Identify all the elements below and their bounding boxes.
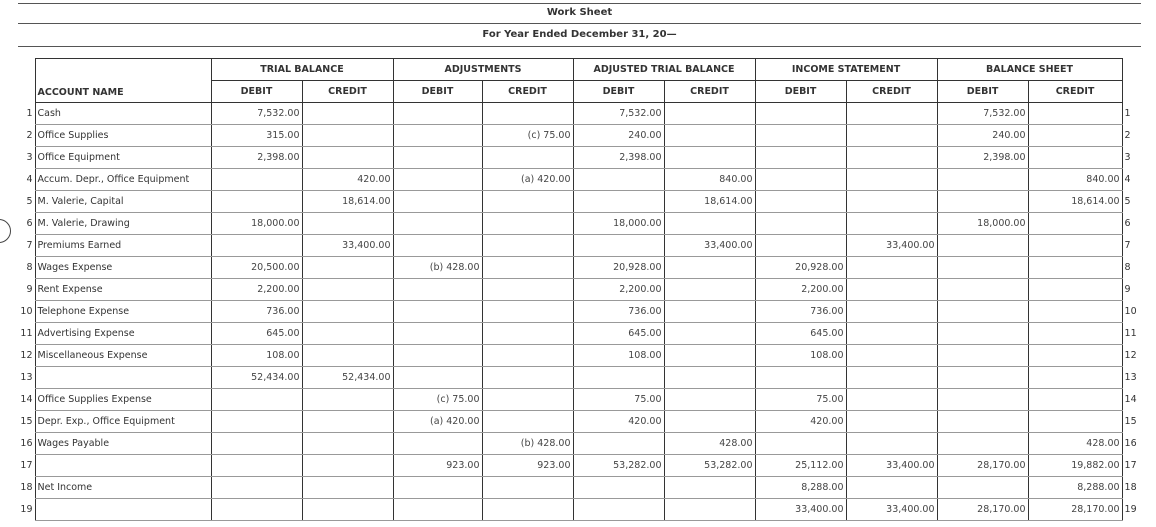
table-row bbox=[18, 125, 1156, 147]
row-number-right: 11 bbox=[1124, 328, 1137, 339]
amount-cell-bs-cr[interactable]: 19,882.00 bbox=[1028, 455, 1122, 477]
row-number: 3 bbox=[26, 152, 33, 163]
row-number: 5 bbox=[26, 196, 33, 207]
amount-cell-tb-dr[interactable]: 315.00 bbox=[211, 125, 302, 147]
account-name-cell[interactable]: Office Supplies Expense bbox=[35, 389, 211, 411]
amount-cell-atb-dr[interactable] bbox=[573, 235, 664, 257]
row-number-right: 15 bbox=[1124, 416, 1137, 427]
amount-cell-adj-dr[interactable] bbox=[393, 367, 482, 389]
table-row bbox=[18, 257, 1156, 279]
row-number-right: 7 bbox=[1124, 240, 1131, 251]
amount-cell-bs-dr[interactable] bbox=[937, 169, 1028, 191]
account-name-cell[interactable]: M. Valerie, Capital bbox=[35, 191, 211, 213]
amount-cell-adj-dr[interactable] bbox=[393, 323, 482, 345]
row-number-right: 8 bbox=[1124, 262, 1131, 273]
amount-cell-tb-cr[interactable] bbox=[302, 213, 393, 235]
amount-cell-adj-dr[interactable]: (a) 420.00 bbox=[393, 411, 482, 433]
amount-cell-atb-cr[interactable] bbox=[664, 279, 755, 301]
amount-cell-adj-cr[interactable] bbox=[482, 389, 573, 411]
amount-cell-atb-dr[interactable]: 75.00 bbox=[573, 389, 664, 411]
account-name-header: ACCOUNT NAME bbox=[35, 59, 211, 103]
account-name-cell[interactable]: Miscellaneous Expense bbox=[35, 345, 211, 367]
amount-cell-bs-dr[interactable]: 28,170.00 bbox=[937, 455, 1028, 477]
amount-cell-atb-cr[interactable] bbox=[664, 147, 755, 169]
amount-cell-adj-dr[interactable] bbox=[393, 433, 482, 455]
amount-cell-adj-cr[interactable] bbox=[482, 323, 573, 345]
amount-cell-is-cr[interactable] bbox=[846, 191, 937, 213]
amount-cell-adj-cr[interactable]: 923.00 bbox=[482, 455, 573, 477]
amount-cell-tb-cr[interactable] bbox=[302, 433, 393, 455]
amount-cell-bs-cr[interactable] bbox=[1028, 125, 1122, 147]
table-row bbox=[18, 103, 1156, 125]
amount-cell-atb-cr[interactable] bbox=[664, 345, 755, 367]
row-number: 8 bbox=[26, 262, 33, 273]
amount-cell-is-cr[interactable]: 33,400.00 bbox=[846, 499, 937, 521]
amount-cell-tb-cr[interactable] bbox=[302, 389, 393, 411]
amount-cell-atb-cr[interactable] bbox=[664, 213, 755, 235]
amount-cell-tb-dr[interactable] bbox=[211, 477, 302, 499]
amount-cell-atb-dr[interactable]: 2,398.00 bbox=[573, 147, 664, 169]
amount-cell-adj-cr[interactable]: (c) 75.00 bbox=[482, 125, 573, 147]
amount-cell-atb-dr[interactable]: 645.00 bbox=[573, 323, 664, 345]
amount-cell-atb-cr[interactable] bbox=[664, 499, 755, 521]
row-number: 17 bbox=[20, 460, 33, 471]
amount-cell-bs-dr[interactable] bbox=[937, 235, 1028, 257]
amount-cell-atb-cr[interactable] bbox=[664, 103, 755, 125]
row-number: 15 bbox=[20, 416, 33, 427]
amount-cell-adj-dr[interactable] bbox=[393, 103, 482, 125]
amount-cell-bs-cr[interactable]: 18,614.00 bbox=[1028, 191, 1122, 213]
account-name-cell[interactable] bbox=[35, 367, 211, 389]
row-number: 16 bbox=[20, 438, 33, 449]
table-row bbox=[18, 147, 1156, 169]
worksheet-table bbox=[18, 58, 1156, 521]
amount-cell-atb-dr[interactable]: 2,200.00 bbox=[573, 279, 664, 301]
account-name-cell[interactable] bbox=[35, 499, 211, 521]
amount-cell-bs-cr[interactable]: 840.00 bbox=[1028, 169, 1122, 191]
amount-cell-is-dr[interactable]: 2,200.00 bbox=[755, 279, 846, 301]
amount-cell-bs-cr[interactable] bbox=[1028, 345, 1122, 367]
amount-cell-is-dr[interactable] bbox=[755, 169, 846, 191]
table-row bbox=[18, 191, 1156, 213]
amount-cell-tb-cr[interactable] bbox=[302, 147, 393, 169]
amount-cell-is-dr[interactable]: 75.00 bbox=[755, 389, 846, 411]
amount-cell-adj-cr[interactable] bbox=[482, 367, 573, 389]
amount-cell-tb-cr[interactable] bbox=[302, 323, 393, 345]
amount-cell-adj-cr[interactable] bbox=[482, 103, 573, 125]
amount-cell-atb-cr[interactable]: 428.00 bbox=[664, 433, 755, 455]
adj-credit-header: CREDIT bbox=[482, 81, 573, 103]
amount-cell-adj-dr[interactable] bbox=[393, 147, 482, 169]
amount-cell-atb-cr[interactable] bbox=[664, 323, 755, 345]
row-number-right: 6 bbox=[1124, 218, 1131, 229]
table-row bbox=[18, 477, 1156, 499]
bs-credit-header: CREDIT bbox=[1028, 81, 1122, 103]
amount-cell-atb-dr[interactable]: 108.00 bbox=[573, 345, 664, 367]
amount-cell-is-dr[interactable]: 20,928.00 bbox=[755, 257, 846, 279]
amount-cell-adj-cr[interactable] bbox=[482, 345, 573, 367]
amount-cell-adj-dr[interactable] bbox=[393, 213, 482, 235]
amount-cell-adj-dr[interactable] bbox=[393, 499, 482, 521]
amount-cell-tb-cr[interactable]: 33,400.00 bbox=[302, 235, 393, 257]
amount-cell-atb-dr[interactable] bbox=[573, 433, 664, 455]
amount-cell-atb-dr[interactable] bbox=[573, 477, 664, 499]
amount-cell-adj-cr[interactable] bbox=[482, 191, 573, 213]
amount-cell-is-dr[interactable] bbox=[755, 433, 846, 455]
amount-cell-adj-dr[interactable] bbox=[393, 169, 482, 191]
trial-balance-header: TRIAL BALANCE bbox=[211, 59, 393, 81]
amount-cell-is-cr[interactable] bbox=[846, 257, 937, 279]
row-number-right: 19 bbox=[1124, 504, 1137, 515]
account-name-cell[interactable]: Office Supplies bbox=[35, 125, 211, 147]
row-number-header bbox=[18, 59, 35, 81]
worksheet-period: For Year Ended December 31, 20— bbox=[482, 29, 677, 40]
amount-cell-adj-dr[interactable] bbox=[393, 345, 482, 367]
amount-cell-bs-dr[interactable] bbox=[937, 345, 1028, 367]
amount-cell-tb-dr[interactable]: 2,200.00 bbox=[211, 279, 302, 301]
amount-cell-atb-dr[interactable]: 7,532.00 bbox=[573, 103, 664, 125]
amount-cell-tb-dr[interactable]: 7,532.00 bbox=[211, 103, 302, 125]
row-number-right: 4 bbox=[1124, 174, 1131, 185]
amount-cell-is-cr[interactable] bbox=[846, 125, 937, 147]
adj-debit-header: DEBIT bbox=[393, 81, 482, 103]
atb-credit-header: CREDIT bbox=[664, 81, 755, 103]
worksheet-body bbox=[18, 103, 1156, 521]
amount-cell-is-dr[interactable]: 8,288.00 bbox=[755, 477, 846, 499]
account-name-cell[interactable]: Depr. Exp., Office Equipment bbox=[35, 411, 211, 433]
amount-cell-adj-cr[interactable] bbox=[482, 477, 573, 499]
amount-cell-atb-dr[interactable] bbox=[573, 499, 664, 521]
amount-cell-is-cr[interactable]: 33,400.00 bbox=[846, 455, 937, 477]
table-row bbox=[18, 323, 1156, 345]
table-row bbox=[18, 301, 1156, 323]
amount-cell-adj-dr[interactable] bbox=[393, 191, 482, 213]
amount-cell-bs-cr[interactable]: 8,288.00 bbox=[1028, 477, 1122, 499]
table-row bbox=[18, 455, 1156, 477]
table-row bbox=[18, 389, 1156, 411]
amount-cell-is-dr[interactable]: 736.00 bbox=[755, 301, 846, 323]
amount-cell-adj-dr[interactable]: (c) 75.00 bbox=[393, 389, 482, 411]
table-row bbox=[18, 345, 1156, 367]
atb-debit-header: DEBIT bbox=[573, 81, 664, 103]
amount-cell-atb-cr[interactable]: 18,614.00 bbox=[664, 191, 755, 213]
amount-cell-is-cr[interactable] bbox=[846, 477, 937, 499]
amount-cell-atb-dr[interactable]: 20,928.00 bbox=[573, 257, 664, 279]
amount-cell-atb-cr[interactable]: 33,400.00 bbox=[664, 235, 755, 257]
row-number-right: 1 bbox=[1124, 108, 1131, 119]
amount-cell-tb-cr[interactable] bbox=[302, 125, 393, 147]
amount-cell-tb-cr[interactable] bbox=[302, 477, 393, 499]
row-number: 12 bbox=[20, 350, 33, 361]
amount-cell-is-dr[interactable] bbox=[755, 235, 846, 257]
account-name-cell[interactable]: Premiums Earned bbox=[35, 235, 211, 257]
row-number-right-header bbox=[1122, 59, 1156, 81]
amount-cell-adj-dr[interactable] bbox=[393, 301, 482, 323]
row-number-right: 10 bbox=[1124, 306, 1137, 317]
amount-cell-is-dr[interactable]: 420.00 bbox=[755, 411, 846, 433]
table-row bbox=[18, 213, 1156, 235]
amount-cell-bs-cr[interactable] bbox=[1028, 257, 1122, 279]
amount-cell-is-cr[interactable] bbox=[846, 147, 937, 169]
account-name-cell[interactable]: Cash bbox=[35, 103, 211, 125]
amount-cell-bs-cr[interactable] bbox=[1028, 103, 1122, 125]
amount-cell-tb-cr[interactable] bbox=[302, 499, 393, 521]
amount-cell-tb-dr[interactable] bbox=[211, 433, 302, 455]
amount-cell-tb-dr[interactable]: 736.00 bbox=[211, 301, 302, 323]
amount-cell-is-dr[interactable]: 645.00 bbox=[755, 323, 846, 345]
amount-cell-bs-cr[interactable] bbox=[1028, 279, 1122, 301]
amount-cell-bs-cr[interactable] bbox=[1028, 411, 1122, 433]
account-name-cell[interactable]: M. Valerie, Drawing bbox=[35, 213, 211, 235]
amount-cell-adj-dr[interactable] bbox=[393, 125, 482, 147]
amount-cell-is-dr[interactable] bbox=[755, 147, 846, 169]
row-number: 14 bbox=[20, 394, 33, 405]
amount-cell-is-cr[interactable] bbox=[846, 213, 937, 235]
partial-circle-control[interactable] bbox=[0, 219, 11, 243]
amount-cell-is-dr[interactable] bbox=[755, 125, 846, 147]
amount-cell-is-dr[interactable] bbox=[755, 191, 846, 213]
top-rule bbox=[18, 3, 1141, 4]
table-row bbox=[18, 367, 1156, 389]
amount-cell-tb-dr[interactable] bbox=[211, 169, 302, 191]
amount-cell-tb-dr[interactable]: 20,500.00 bbox=[211, 257, 302, 279]
amount-cell-bs-cr[interactable] bbox=[1028, 389, 1122, 411]
amount-cell-is-cr[interactable] bbox=[846, 433, 937, 455]
bs-debit-header: DEBIT bbox=[937, 81, 1028, 103]
amount-cell-tb-dr[interactable] bbox=[211, 411, 302, 433]
amount-cell-is-cr[interactable] bbox=[846, 103, 937, 125]
row-number: 11 bbox=[20, 328, 33, 339]
table-row bbox=[18, 433, 1156, 455]
amount-cell-tb-cr[interactable]: 52,434.00 bbox=[302, 367, 393, 389]
amount-cell-tb-cr[interactable]: 18,614.00 bbox=[302, 191, 393, 213]
balance-sheet-header: BALANCE SHEET bbox=[937, 59, 1122, 81]
amount-cell-bs-cr[interactable]: 28,170.00 bbox=[1028, 499, 1122, 521]
amount-cell-adj-dr[interactable] bbox=[393, 235, 482, 257]
amount-cell-adj-cr[interactable] bbox=[482, 257, 573, 279]
amount-cell-atb-cr[interactable] bbox=[664, 367, 755, 389]
amount-cell-tb-dr[interactable] bbox=[211, 191, 302, 213]
amount-cell-bs-dr[interactable]: 28,170.00 bbox=[937, 499, 1028, 521]
is-credit-header: CREDIT bbox=[846, 81, 937, 103]
account-name-cell[interactable]: Advertising Expense bbox=[35, 323, 211, 345]
is-debit-header: DEBIT bbox=[755, 81, 846, 103]
amount-cell-is-dr[interactable] bbox=[755, 213, 846, 235]
amount-cell-atb-cr[interactable]: 53,282.00 bbox=[664, 455, 755, 477]
amount-cell-atb-dr[interactable] bbox=[573, 367, 664, 389]
amount-cell-tb-dr[interactable] bbox=[211, 499, 302, 521]
amount-cell-atb-cr[interactable] bbox=[664, 257, 755, 279]
amount-cell-is-cr[interactable] bbox=[846, 345, 937, 367]
row-number: 7 bbox=[26, 240, 33, 251]
amount-cell-adj-cr[interactable] bbox=[482, 411, 573, 433]
amount-cell-tb-cr[interactable] bbox=[302, 103, 393, 125]
amount-cell-is-dr[interactable]: 33,400.00 bbox=[755, 499, 846, 521]
table-row bbox=[18, 169, 1156, 191]
amount-cell-atb-cr[interactable] bbox=[664, 301, 755, 323]
row-number: 9 bbox=[26, 284, 33, 295]
amount-cell-tb-dr[interactable]: 52,434.00 bbox=[211, 367, 302, 389]
row-number: 1 bbox=[26, 108, 33, 119]
amount-cell-is-dr[interactable]: 108.00 bbox=[755, 345, 846, 367]
amount-cell-atb-dr[interactable]: 240.00 bbox=[573, 125, 664, 147]
amount-cell-atb-dr[interactable] bbox=[573, 169, 664, 191]
income-statement-header: INCOME STATEMENT bbox=[755, 59, 937, 81]
tb-debit-header: DEBIT bbox=[211, 81, 302, 103]
row-number: 10 bbox=[20, 306, 33, 317]
row-number: 2 bbox=[26, 130, 33, 141]
account-name-cell[interactable]: Rent Expense bbox=[35, 279, 211, 301]
amount-cell-bs-dr[interactable]: 7,532.00 bbox=[937, 103, 1028, 125]
amount-cell-bs-dr[interactable] bbox=[937, 323, 1028, 345]
row-number-right: 16 bbox=[1124, 438, 1137, 449]
amount-cell-adj-cr[interactable] bbox=[482, 499, 573, 521]
amount-cell-tb-cr[interactable] bbox=[302, 257, 393, 279]
amount-cell-tb-dr[interactable]: 645.00 bbox=[211, 323, 302, 345]
row-number: 18 bbox=[20, 482, 33, 493]
amount-cell-tb-cr[interactable] bbox=[302, 411, 393, 433]
amount-cell-bs-cr[interactable] bbox=[1028, 301, 1122, 323]
amount-cell-adj-cr[interactable]: (b) 428.00 bbox=[482, 433, 573, 455]
amount-cell-tb-dr[interactable]: 108.00 bbox=[211, 345, 302, 367]
amount-cell-is-cr[interactable] bbox=[846, 323, 937, 345]
amount-cell-bs-dr[interactable] bbox=[937, 367, 1028, 389]
amount-cell-atb-dr[interactable]: 420.00 bbox=[573, 411, 664, 433]
amount-cell-adj-dr[interactable] bbox=[393, 477, 482, 499]
amount-cell-bs-cr[interactable] bbox=[1028, 147, 1122, 169]
amount-cell-adj-cr[interactable]: (a) 420.00 bbox=[482, 169, 573, 191]
table-row bbox=[18, 411, 1156, 433]
amount-cell-is-cr[interactable] bbox=[846, 411, 937, 433]
amount-cell-bs-cr[interactable] bbox=[1028, 235, 1122, 257]
amount-cell-is-cr[interactable] bbox=[846, 301, 937, 323]
amount-cell-atb-cr[interactable] bbox=[664, 411, 755, 433]
row-number-right: 9 bbox=[1124, 284, 1131, 295]
period-rule bbox=[18, 46, 1141, 47]
row-number: 6 bbox=[26, 218, 33, 229]
adjusted-trial-balance-header: ADJUSTED TRIAL BALANCE bbox=[573, 59, 755, 81]
row-number: 13 bbox=[20, 372, 33, 383]
account-name-cell[interactable]: Telephone Expense bbox=[35, 301, 211, 323]
amount-cell-adj-cr[interactable] bbox=[482, 301, 573, 323]
amount-cell-atb-dr[interactable] bbox=[573, 191, 664, 213]
row-number-right: 3 bbox=[1124, 152, 1131, 163]
row-number-right: 18 bbox=[1124, 482, 1137, 493]
amount-cell-bs-dr[interactable] bbox=[937, 257, 1028, 279]
amount-cell-bs-dr[interactable] bbox=[937, 389, 1028, 411]
amount-cell-is-dr[interactable]: 25,112.00 bbox=[755, 455, 846, 477]
amount-cell-adj-cr[interactable] bbox=[482, 235, 573, 257]
amount-cell-atb-cr[interactable] bbox=[664, 125, 755, 147]
worksheet-title: Work Sheet bbox=[546, 7, 613, 18]
account-name-cell[interactable]: Net Income bbox=[35, 477, 211, 499]
row-number-right: 17 bbox=[1124, 460, 1137, 471]
account-name-cell[interactable]: Office Equipment bbox=[35, 147, 211, 169]
amount-cell-tb-dr[interactable]: 18,000.00 bbox=[211, 213, 302, 235]
title-rule bbox=[18, 23, 1141, 24]
amount-cell-tb-cr[interactable]: 420.00 bbox=[302, 169, 393, 191]
amount-cell-atb-cr[interactable] bbox=[664, 477, 755, 499]
account-name-cell[interactable]: Wages Payable bbox=[35, 433, 211, 455]
row-number-right: 13 bbox=[1124, 372, 1137, 383]
tb-credit-header: CREDIT bbox=[302, 81, 393, 103]
amount-cell-bs-cr[interactable] bbox=[1028, 213, 1122, 235]
amount-cell-bs-cr[interactable] bbox=[1028, 367, 1122, 389]
amount-cell-adj-cr[interactable] bbox=[482, 147, 573, 169]
table-row bbox=[18, 499, 1156, 521]
adjustments-header: ADJUSTMENTS bbox=[393, 59, 573, 81]
amount-cell-atb-cr[interactable] bbox=[664, 389, 755, 411]
amount-cell-bs-dr[interactable] bbox=[937, 191, 1028, 213]
row-number: 19 bbox=[20, 504, 33, 515]
amount-cell-tb-cr[interactable] bbox=[302, 345, 393, 367]
amount-cell-bs-dr[interactable] bbox=[937, 279, 1028, 301]
row-number-header-2 bbox=[18, 81, 35, 103]
amount-cell-bs-cr[interactable] bbox=[1028, 323, 1122, 345]
amount-cell-bs-dr[interactable]: 2,398.00 bbox=[937, 147, 1028, 169]
amount-cell-adj-dr[interactable] bbox=[393, 279, 482, 301]
amount-cell-tb-dr[interactable] bbox=[211, 389, 302, 411]
amount-cell-bs-dr[interactable] bbox=[937, 433, 1028, 455]
amount-cell-adj-cr[interactable] bbox=[482, 213, 573, 235]
account-name-cell[interactable] bbox=[35, 455, 211, 477]
amount-cell-adj-cr[interactable] bbox=[482, 279, 573, 301]
amount-cell-bs-dr[interactable] bbox=[937, 301, 1028, 323]
table-row bbox=[18, 235, 1156, 257]
row-number: 4 bbox=[26, 174, 33, 185]
row-number-right-header-2 bbox=[1122, 81, 1156, 103]
amount-cell-bs-dr[interactable] bbox=[937, 411, 1028, 433]
row-number-right: 14 bbox=[1124, 394, 1137, 405]
amount-cell-atb-dr[interactable]: 736.00 bbox=[573, 301, 664, 323]
amount-cell-tb-cr[interactable] bbox=[302, 455, 393, 477]
amount-cell-atb-dr[interactable]: 53,282.00 bbox=[573, 455, 664, 477]
amount-cell-adj-dr[interactable]: (b) 428.00 bbox=[393, 257, 482, 279]
amount-cell-tb-cr[interactable] bbox=[302, 279, 393, 301]
amount-cell-is-cr[interactable] bbox=[846, 367, 937, 389]
account-name-cell[interactable]: Wages Expense bbox=[35, 257, 211, 279]
amount-cell-atb-cr[interactable]: 840.00 bbox=[664, 169, 755, 191]
amount-cell-tb-dr[interactable]: 2,398.00 bbox=[211, 147, 302, 169]
amount-cell-bs-dr[interactable]: 18,000.00 bbox=[937, 213, 1028, 235]
amount-cell-adj-dr[interactable]: 923.00 bbox=[393, 455, 482, 477]
amount-cell-is-cr[interactable] bbox=[846, 169, 937, 191]
amount-cell-is-cr[interactable]: 33,400.00 bbox=[846, 235, 937, 257]
amount-cell-bs-dr[interactable]: 240.00 bbox=[937, 125, 1028, 147]
amount-cell-tb-dr[interactable] bbox=[211, 235, 302, 257]
amount-cell-tb-dr[interactable] bbox=[211, 455, 302, 477]
row-number-right: 12 bbox=[1124, 350, 1137, 361]
table-row bbox=[18, 279, 1156, 301]
amount-cell-bs-dr[interactable] bbox=[937, 477, 1028, 499]
amount-cell-is-dr[interactable] bbox=[755, 103, 846, 125]
row-number-right: 2 bbox=[1124, 130, 1131, 141]
amount-cell-is-cr[interactable] bbox=[846, 389, 937, 411]
row-number-right: 5 bbox=[1124, 196, 1131, 207]
amount-cell-atb-dr[interactable]: 18,000.00 bbox=[573, 213, 664, 235]
account-name-cell[interactable]: Accum. Depr., Office Equipment bbox=[35, 169, 211, 191]
amount-cell-is-dr[interactable] bbox=[755, 367, 846, 389]
amount-cell-tb-cr[interactable] bbox=[302, 301, 393, 323]
amount-cell-is-cr[interactable] bbox=[846, 279, 937, 301]
amount-cell-bs-cr[interactable]: 428.00 bbox=[1028, 433, 1122, 455]
